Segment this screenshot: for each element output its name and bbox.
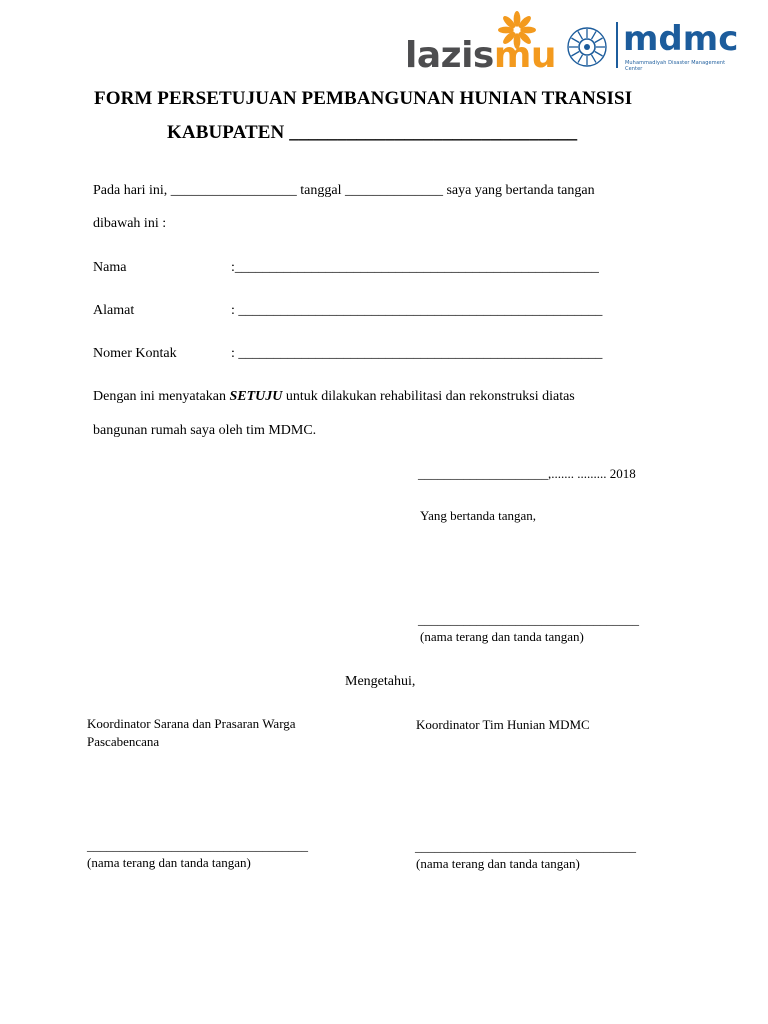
field-line[interactable]: :____________________________________________________: [231, 260, 599, 275]
field-line[interactable]: : ____________________________________________________: [231, 346, 603, 361]
coordinator-role-cont: Pascabencana: [87, 734, 160, 749]
field-line[interactable]: : ____________________________________________________: [231, 303, 603, 318]
signature-name-hint: (nama terang dan tanda tangan): [420, 629, 584, 644]
mdmc-divider: [616, 22, 618, 68]
header-logos: [375, 8, 743, 76]
coordinator-role: Koordinator Tim Hunian MDMC: [416, 717, 590, 732]
signature-line[interactable]: __________________________________: [87, 838, 308, 853]
form-title: FORM PERSETUJUAN PEMBANGUNAN HUNIAN TRANSISI: [94, 88, 633, 109]
intro-line-1: Pada hari ini, __________________ tanggal ______________ saya yang bertanda tangan: [93, 183, 595, 198]
statement-line-1: Dengan ini menyatakan SETUJU untuk dilakukan rehabilitasi dan rekonstruksi diatas: [93, 389, 575, 404]
signature-line[interactable]: __________________________________: [418, 612, 639, 627]
signer-label: Yang bertanda tangan,: [420, 508, 537, 523]
coordinator-role: Koordinator Sarana dan Prasaran Warga: [87, 716, 296, 731]
signature-name-hint: (nama terang dan tanda tangan): [87, 855, 251, 870]
setuju-emphasis: SETUJU: [229, 389, 283, 404]
field-label: Alamat: [93, 303, 135, 318]
field-label: Nomer Kontak: [93, 346, 177, 361]
date-line[interactable]: ____________________,....... ......... 2018: [418, 466, 636, 481]
lazismu-wordmark: lazismu: [405, 35, 556, 76]
muhammadiyah-sun-icon: [565, 25, 609, 69]
intro-line-2: dibawah ini :: [93, 216, 167, 231]
signature-line[interactable]: __________________________________: [415, 839, 636, 854]
form-title-kabupaten: KABUPATEN ______________________________: [167, 122, 578, 143]
statement-line-2: bangunan rumah saya oleh tim MDMC.: [93, 423, 317, 438]
mdmc-subtitle: Muhammadiyah Disaster Management Center: [625, 60, 726, 72]
field-label: Nama: [93, 260, 127, 275]
mdmc-wordmark: mdmc: [623, 19, 739, 59]
signature-name-hint: (nama terang dan tanda tangan): [416, 856, 580, 871]
acknowledge-heading: Mengetahui,: [345, 674, 416, 689]
